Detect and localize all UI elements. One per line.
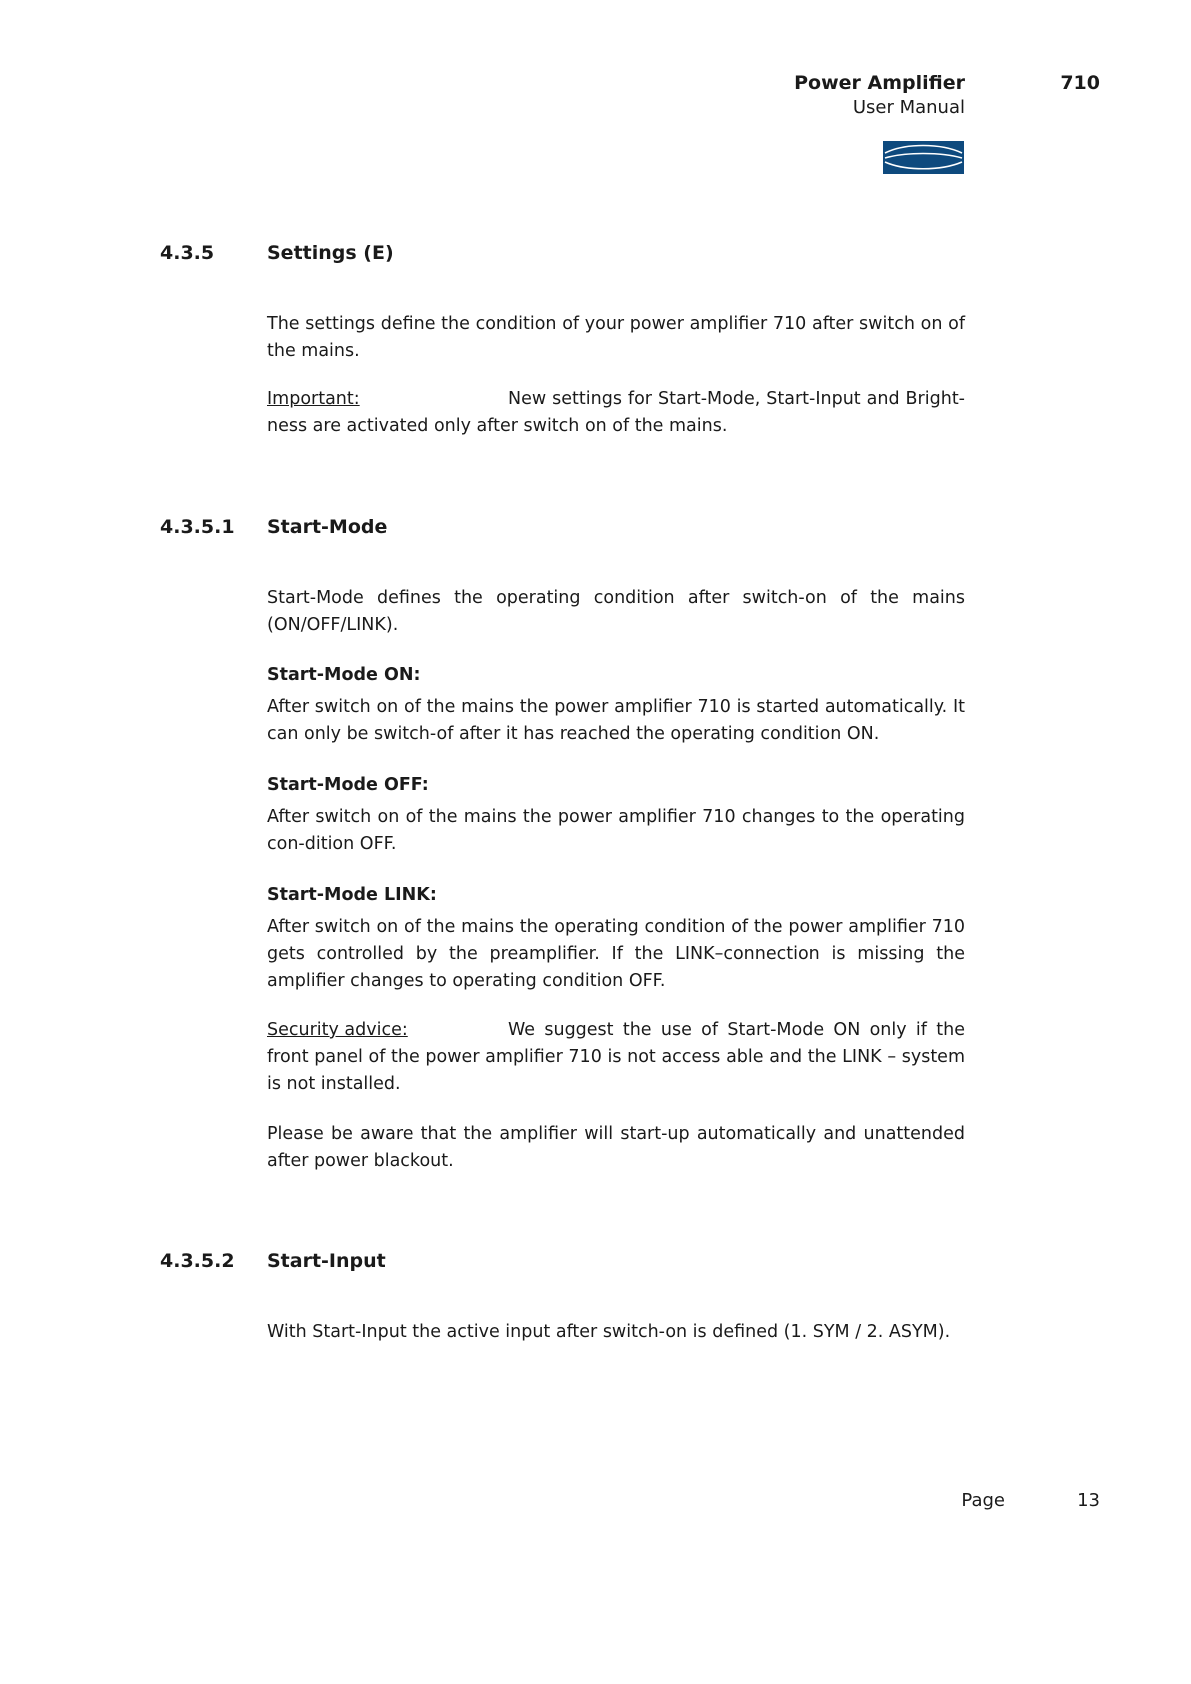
section-number-4351: 4.3.5.1 (160, 516, 235, 538)
start-mode-on-heading: Start-Mode ON: (267, 665, 421, 685)
start-mode-on-paragraph: After switch on of the mains the power amplifier 710 is started automatically. It can only be switch-of after it has reached the operating condition ON. (267, 697, 965, 744)
start-mode-intro-paragraph: Start-Mode defines the operating condition after switch-on of the mains (ON/OFF/LINK). (267, 588, 965, 635)
security-advice-paragraph (267, 1017, 965, 1098)
header-title: Power Amplifier (794, 72, 965, 94)
important-text: New settings for Start-Mode, Start-Input and Bright-ness are activated only after switch on of the mains. (267, 389, 965, 436)
important-note-paragraph (267, 386, 965, 440)
start-mode-link-heading: Start-Mode LINK: (267, 885, 437, 905)
section-title-settings: Settings (E) (267, 242, 394, 264)
header-subtitle: User Manual (852, 97, 965, 118)
start-mode-link-paragraph: After switch on of the mains the operating condition of the power amplifier 710 gets controlled by the preamplifier. If the LINK–connection is missing the amplifier changes to operating condition OFF. (267, 917, 965, 991)
security-advice-label: Security advice: (267, 1020, 408, 1040)
important-label: Important: (267, 389, 360, 409)
start-mode-off-paragraph: After switch on of the mains the power amplifier 710 changes to the operating con-dition OFF. (267, 807, 965, 854)
brand-wave-logo-icon (883, 141, 964, 174)
section-number-435: 4.3.5 (160, 242, 215, 264)
start-input-paragraph: With Start-Input the active input after switch-on is defined (1. SYM / 2. ASYM). (267, 1322, 951, 1342)
section-title-start-mode: Start-Mode (267, 516, 388, 538)
header-model: 710 (1060, 72, 1100, 94)
section-title-start-input: Start-Input (267, 1250, 386, 1272)
footer-page-number: 13 (1077, 1490, 1100, 1511)
section-number-4352: 4.3.5.2 (160, 1250, 235, 1272)
start-mode-off-heading: Start-Mode OFF: (267, 775, 429, 795)
blackout-paragraph: Please be aware that the amplifier will start-up automatically and unattended after power blackout. (267, 1124, 965, 1171)
settings-intro-paragraph: The settings define the condition of your power amplifier 710 after switch on of the mains. (267, 314, 965, 361)
footer-page-label: Page (961, 1490, 1005, 1511)
security-advice-text: We suggest the use of Start-Mode ON only if the front panel of the power amplifier 710 is not access able and the LINK – system is not installed. (267, 1020, 965, 1094)
